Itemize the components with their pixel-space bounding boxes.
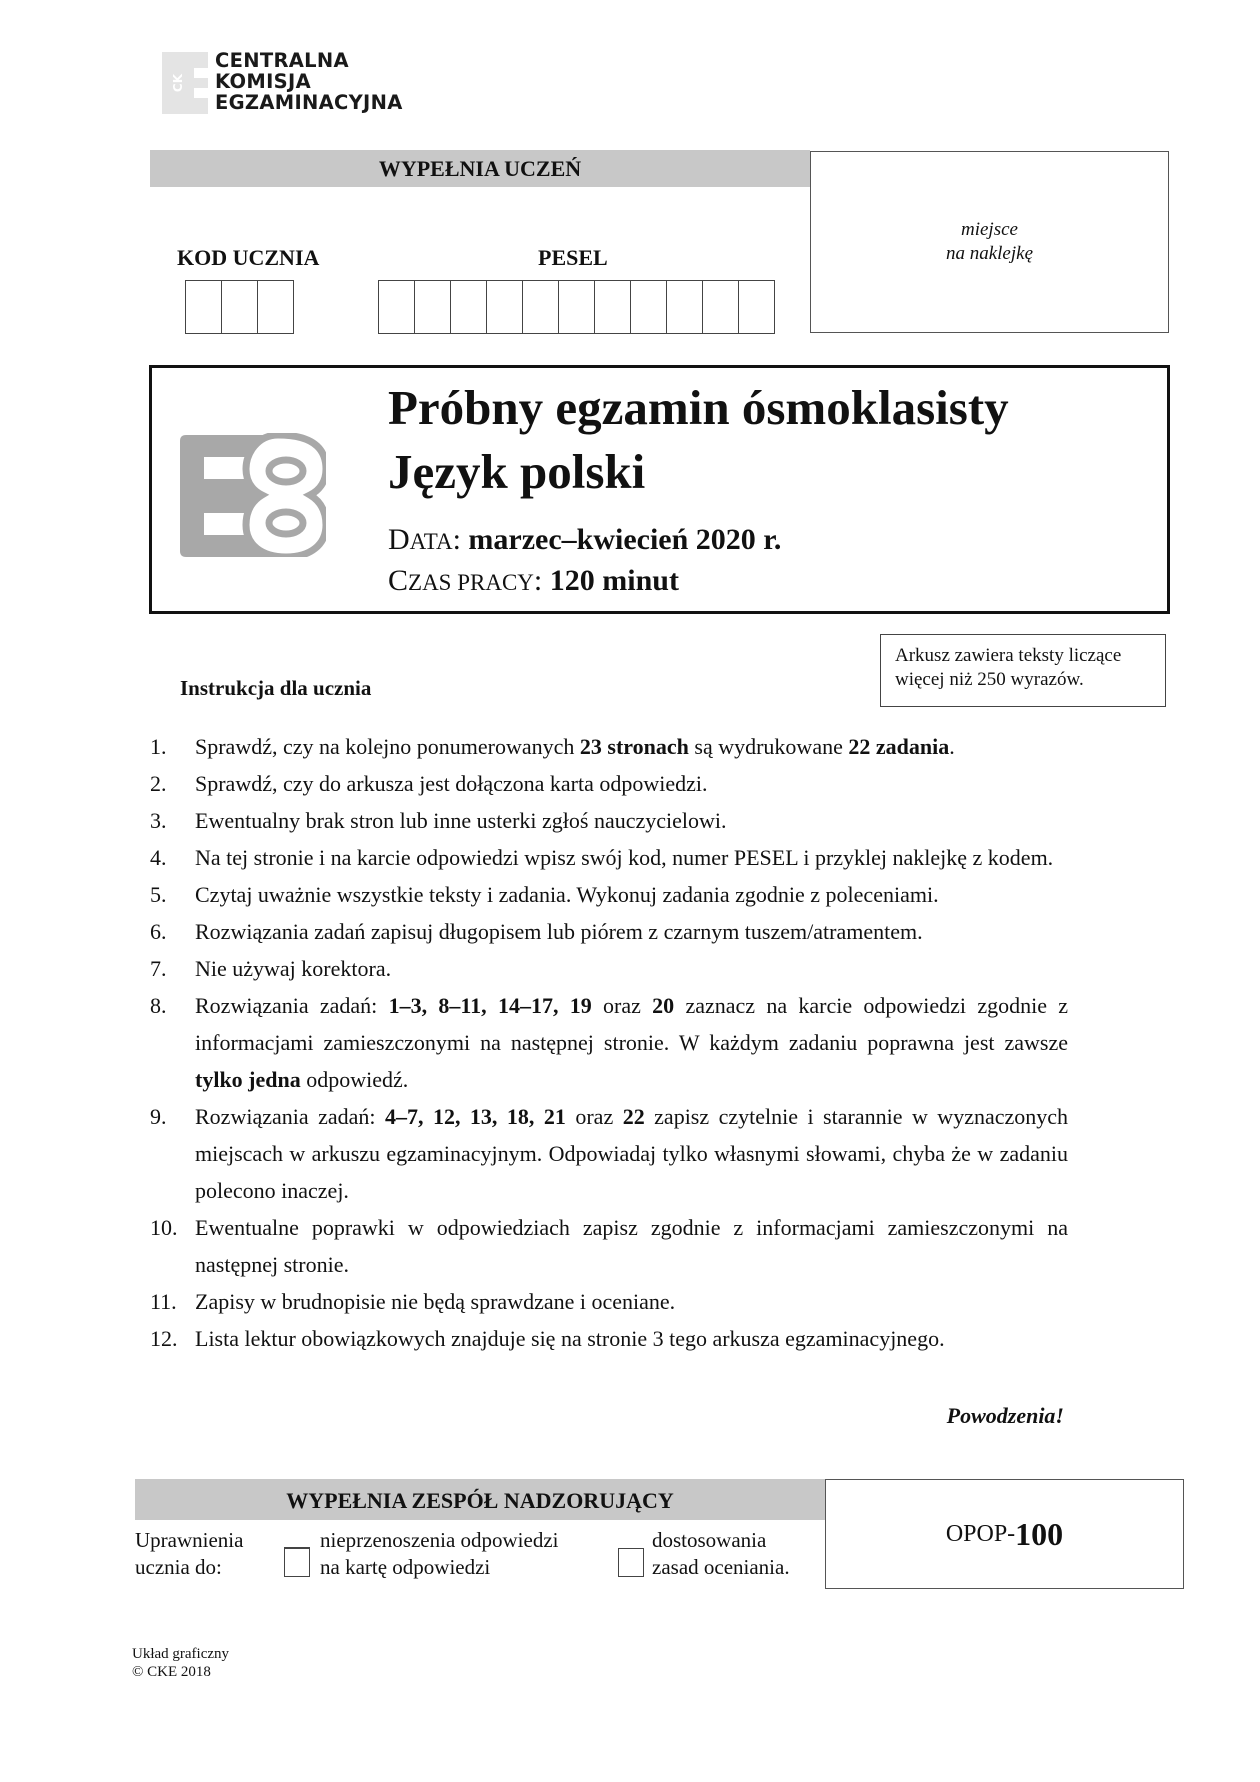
pesel-cell[interactable] bbox=[595, 281, 631, 333]
instruction-number: 6. bbox=[150, 919, 167, 944]
adjusted-grading-checkbox[interactable] bbox=[618, 1548, 644, 1577]
instruction-text: Sprawdź, czy na kolejno ponumerowanych 23 stronach są wydrukowane 22 zadania. bbox=[195, 734, 955, 759]
student-code-label: KOD UCZNIA bbox=[177, 245, 320, 270]
sticker-area: miejsce na naklejkę bbox=[810, 151, 1169, 333]
checkbox-top-line bbox=[284, 1547, 310, 1549]
exam-subject: Język polski bbox=[388, 444, 646, 499]
exam-duration: CZAS PRACY: 120 minut bbox=[388, 564, 679, 597]
instruction-number: 2. bbox=[150, 771, 167, 796]
instruction-number: 9. bbox=[150, 1104, 167, 1129]
instruction-item bbox=[150, 987, 1068, 1098]
pesel-cell[interactable] bbox=[667, 281, 703, 333]
instructions-heading: Instrukcja dla ucznia bbox=[180, 676, 372, 700]
instruction-item bbox=[150, 950, 1068, 987]
pesel-label: PESEL bbox=[538, 245, 608, 270]
adjusted-grading-option-label: dostosowania zasad oceniania. bbox=[652, 1528, 790, 1579]
pesel-cell[interactable] bbox=[415, 281, 451, 333]
instruction-text: Ewentualny brak stron lub inne usterki zgłoś nauczycielowi. bbox=[195, 808, 727, 833]
instruction-text: Rozwiązania zadań zapisuj długopisem lub piórem z czarnym tuszem/atramentem. bbox=[195, 919, 923, 944]
copyright-footer: Układ graficzny © CKE 2018 bbox=[132, 1646, 230, 1680]
pesel-cell[interactable] bbox=[739, 281, 775, 333]
checkbox-icon[interactable] bbox=[618, 1548, 644, 1577]
instruction-number: 1. bbox=[150, 734, 167, 759]
instruction-text: Rozwiązania zadań: 1–3, 8–11, 14–17, 19 oraz 20 zaznacz na karcie odpowiedzi zgodnie z informacjami zamieszczonymi na następnej stronie. W każdym zadaniu poprawna jest zawsze tylko jedna odpowiedź. bbox=[195, 993, 1069, 1092]
pesel-cell[interactable] bbox=[703, 281, 739, 333]
instruction-number: 4. bbox=[150, 845, 167, 870]
pesel-cell[interactable] bbox=[631, 281, 667, 333]
instruction-text: Czytaj uważnie wszystkie teksty i zadania. Wykonuj zadania zgodnie z poleceniami. bbox=[195, 882, 939, 907]
instruction-item bbox=[150, 1098, 1068, 1209]
pesel-cell[interactable] bbox=[559, 281, 595, 333]
student-code-cell[interactable] bbox=[258, 281, 294, 333]
student-section-bar: WYPEŁNIA UCZEŃ bbox=[150, 150, 810, 187]
exam-title: Próbny egzamin ósmoklasisty bbox=[388, 380, 1009, 435]
entitlements-label: Uprawnienia ucznia do: bbox=[135, 1528, 244, 1579]
instruction-number: 8. bbox=[150, 993, 167, 1018]
cke-logo-text: CENTRALNA KOMISJA EGZAMINACYJNA bbox=[215, 49, 403, 114]
instruction-item bbox=[150, 1209, 1068, 1283]
student-code-cell[interactable] bbox=[186, 281, 222, 333]
e8-logo-icon bbox=[178, 433, 326, 557]
exam-date: DATA: marzec–kwiecień 2020 r. bbox=[388, 523, 782, 556]
instruction-text: Lista lektur obowiązkowych znajduje się na stronie 3 tego arkusza egzaminacyjnego. bbox=[195, 1326, 945, 1351]
instruction-item bbox=[150, 839, 1068, 876]
instruction-text: Ewentualne poprawki w odpowiedziach zapisz zgodnie z informacjami zamieszczonymi na następnej stronie. bbox=[195, 1215, 1068, 1277]
no-transfer-option-label: nieprzenoszenia odpowiedzi na kartę odpowiedzi bbox=[320, 1528, 559, 1579]
instruction-number: 7. bbox=[150, 956, 167, 981]
pesel-cell[interactable] bbox=[487, 281, 523, 333]
instruction-number: 5. bbox=[150, 882, 167, 907]
instructions-list bbox=[150, 728, 1068, 1357]
instruction-item bbox=[150, 1320, 1068, 1357]
cke-logo-icon: CK bbox=[162, 52, 208, 114]
exam-code-box: OPOP- 100 bbox=[825, 1479, 1184, 1589]
word-count-notice: Arkusz zawiera teksty liczące więcej niż 250 wyrazów. bbox=[880, 634, 1166, 707]
instruction-item bbox=[150, 765, 1068, 802]
pesel-field[interactable] bbox=[378, 280, 775, 334]
instruction-text: Sprawdź, czy do arkusza jest dołączona karta odpowiedzi. bbox=[195, 771, 708, 796]
pesel-cell[interactable] bbox=[523, 281, 559, 333]
instruction-number: 11. bbox=[150, 1289, 177, 1314]
exam-title-box bbox=[149, 365, 1170, 614]
instruction-item bbox=[150, 1283, 1068, 1320]
pesel-cell[interactable] bbox=[451, 281, 487, 333]
supervisor-section-bar: WYPEŁNIA ZESPÓŁ NADZORUJĄCY bbox=[135, 1479, 825, 1520]
instruction-text: Zapisy w brudnopisie nie będą sprawdzane i oceniane. bbox=[195, 1289, 676, 1314]
closing-text: Powodzenia! bbox=[946, 1403, 1064, 1428]
student-code-cell[interactable] bbox=[222, 281, 258, 333]
instruction-number: 12. bbox=[150, 1326, 178, 1351]
instruction-item bbox=[150, 913, 1068, 950]
instruction-item bbox=[150, 876, 1068, 913]
student-code-field[interactable] bbox=[185, 280, 294, 334]
instruction-item bbox=[150, 802, 1068, 839]
instruction-number: 3. bbox=[150, 808, 167, 833]
instruction-text: Nie używaj korektora. bbox=[195, 956, 392, 981]
instruction-item bbox=[150, 728, 1068, 765]
instruction-text: Rozwiązania zadań: 4–7, 12, 13, 18, 21 oraz 22 zapisz czytelnie i starannie w wyznaczonych miejscach w arkuszu egzaminacyjnym. Odpowiadaj tylko własnymi słowami, chyba że w zadaniu polecono inaczej. bbox=[195, 1104, 1069, 1203]
instruction-text: Na tej stronie i na karcie odpowiedzi wpisz swój kod, numer PESEL i przyklej naklejkę z kodem. bbox=[195, 845, 1054, 870]
pesel-cell[interactable] bbox=[379, 281, 415, 333]
no-transfer-checkbox[interactable] bbox=[284, 1548, 310, 1577]
instruction-number: 10. bbox=[150, 1215, 178, 1240]
checkbox-icon[interactable] bbox=[284, 1548, 310, 1577]
